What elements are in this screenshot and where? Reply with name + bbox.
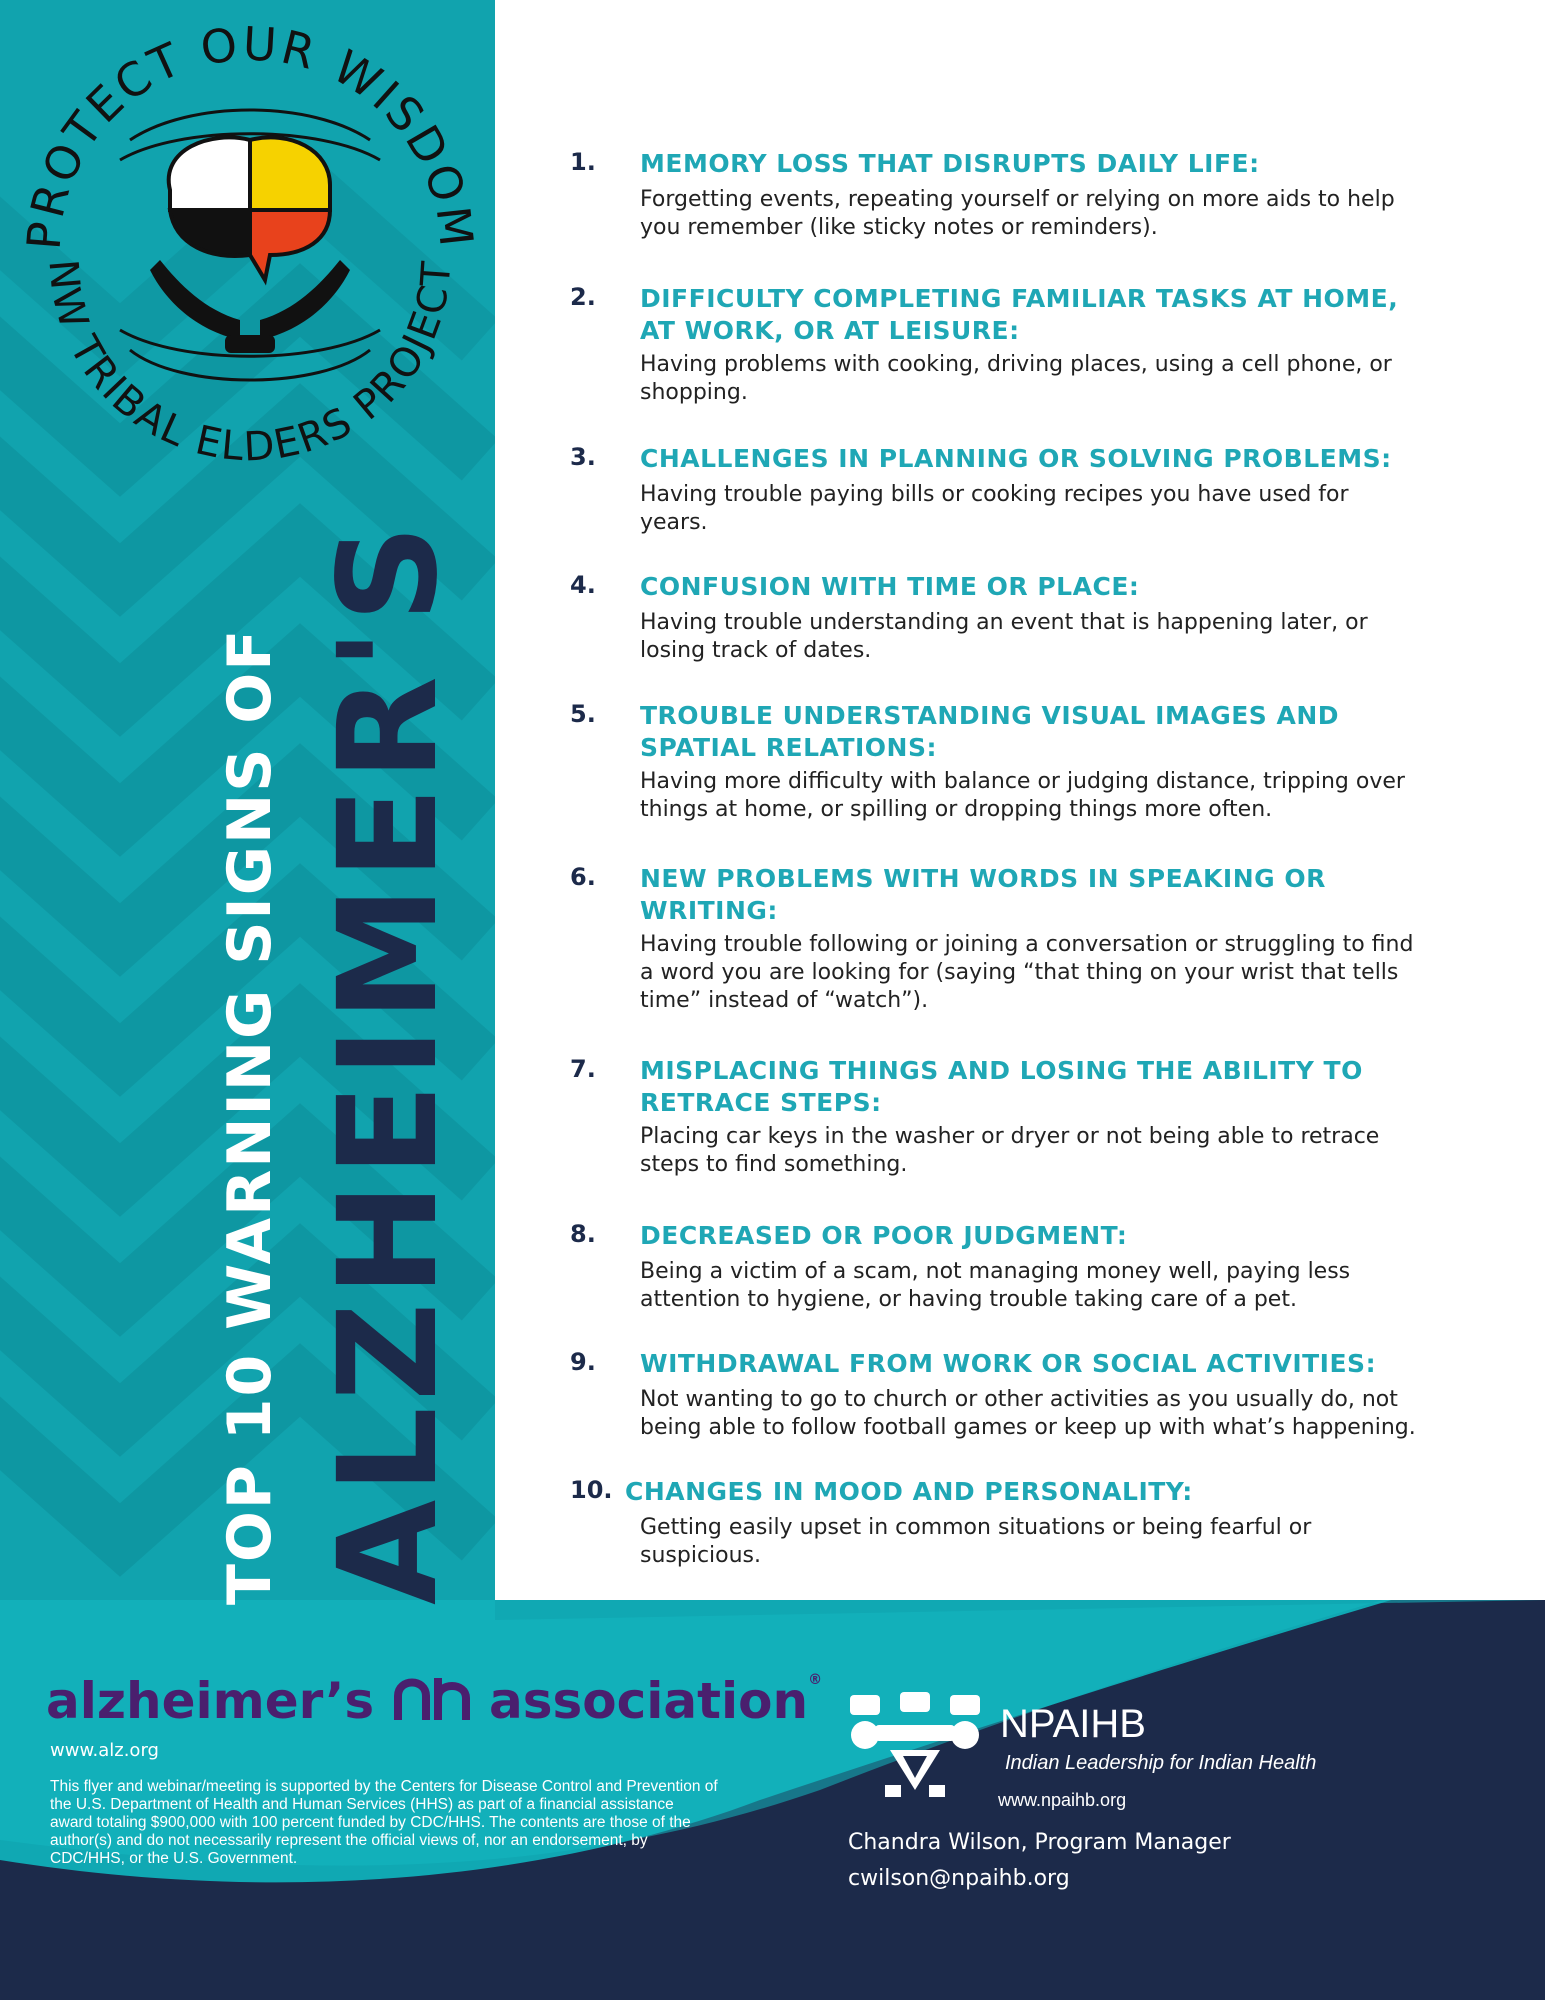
item-title: WITHDRAWAL FROM WORK OR SOCIAL ACTIVITIES:	[640, 1349, 1377, 1378]
item-title: DECREASED OR POOR JUDGMENT:	[640, 1221, 1128, 1250]
alz-logo-word1: alzheimer’s	[46, 1672, 375, 1730]
item-number: 9.	[570, 1348, 596, 1376]
npaihb-name: NPAIHB	[1000, 1702, 1146, 1746]
npaihb-logo-icon	[845, 1690, 985, 1800]
svg-text:NW TRIBAL ELDERS PROJECT	[39, 258, 460, 471]
item-number: 10.	[570, 1476, 613, 1504]
item-title: MISPLACING THINGS AND LOSING THE ABILITY TO RETRACE STEPS:	[640, 1056, 1363, 1117]
item-number: 1.	[570, 148, 596, 176]
brain-icon	[169, 137, 330, 280]
protect-our-wisdom-logo	[10, 10, 490, 490]
alz-purple-icon	[392, 1674, 472, 1724]
item-number: 7.	[570, 1055, 596, 1083]
logo-top-text: PROTECT OUR WISDOM	[16, 16, 484, 252]
alzheimers-association-logo	[46, 1672, 822, 1730]
item-description: Having trouble following or joining a conversation or struggling to find a word you are looking for (saying “that thing on your wrist that tells time” instead of “watch”).	[640, 932, 1414, 1013]
item-description: Having trouble paying bills or cooking recipes you have used for years.	[640, 482, 1349, 535]
npaihb-tagline: Indian Leadership for Indian Health	[1005, 1752, 1317, 1774]
npaihb-url[interactable]: www.npaihb.org	[998, 1790, 1127, 1810]
item-number: 2.	[570, 283, 596, 311]
hands-icon	[150, 260, 350, 353]
item-description: Forgetting events, repeating yourself or relying on more aids to help you remember (like sticky notes or reminders).	[640, 187, 1395, 240]
contact-block	[848, 1825, 1231, 1897]
item-title: NEW PROBLEMS WITH WORDS IN SPEAKING OR WRITING:	[640, 864, 1326, 925]
item-description: Having problems with cooking, driving places, using a cell phone, or shopping.	[640, 352, 1392, 405]
item-description: Having trouble understanding an event that is happening later, or losing track of dates.	[640, 610, 1368, 663]
item-description: Not wanting to go to church or other activities as you usually do, not being able to follow football games or keep up with what’s happening.	[640, 1387, 1416, 1440]
item-title: DIFFICULTY COMPLETING FAMILIAR TASKS AT HOME, AT WORK, OR AT LEISURE:	[640, 284, 1399, 345]
item-description: Placing car keys in the washer or dryer or not being able to retrace steps to find something.	[640, 1124, 1380, 1177]
item-title: CHANGES IN MOOD AND PERSONALITY:	[625, 1477, 1193, 1506]
alz-registered-mark: ®	[808, 1672, 823, 1688]
item-number: 6.	[570, 863, 596, 891]
item-description: Being a victim of a scam, not managing money well, paying less attention to hygiene, or having trouble taking care of a pet.	[640, 1259, 1351, 1312]
item-title: MEMORY LOSS THAT DISRUPTS DAILY LIFE:	[640, 149, 1260, 178]
ribbon-title-line2: ALZHEIMER'S	[310, 518, 468, 1605]
logo-bottom-text: NW TRIBAL ELDERS PROJECT	[39, 257, 461, 471]
item-description: Having more difficulty with balance or judging distance, tripping over things at home, or spilling or dropping things more often.	[640, 769, 1405, 822]
contact-name: Chandra Wilson, Program Manager	[848, 1830, 1231, 1855]
item-title: CONFUSION WITH TIME OR PLACE:	[640, 572, 1140, 601]
alz-logo-word2: association	[489, 1672, 809, 1730]
item-title: TROUBLE UNDERSTANDING VISUAL IMAGES AND SPATIAL RELATIONS:	[640, 701, 1340, 762]
item-number: 4.	[570, 571, 596, 599]
ribbon-title-line1: TOP 10 WARNING SIGNS OF	[215, 627, 285, 1605]
item-number: 5.	[570, 700, 596, 728]
funding-disclaimer: This flyer and webinar/meeting is supported by the Centers for Disease Control and Prevention of the U.S. Department of Health and Human Services (HHS) as part of a financial assistance award totaling $900,000 with 100 percent funded by CDC/HHS. The contents are those of the author(s) and do not necessarily represent the official views of, nor an endorsement, by CDC/HHS, or the U.S. Government.	[50, 1778, 718, 1867]
item-number: 3.	[570, 443, 596, 471]
item-title: CHALLENGES IN PLANNING OR SOLVING PROBLEMS:	[640, 444, 1392, 473]
contact-email[interactable]: cwilson@npaihb.org	[848, 1866, 1070, 1891]
item-number: 8.	[570, 1220, 596, 1248]
alz-url[interactable]: www.alz.org	[50, 1740, 159, 1761]
item-description: Getting easily upset in common situations or being fearful or suspicious.	[640, 1515, 1312, 1568]
